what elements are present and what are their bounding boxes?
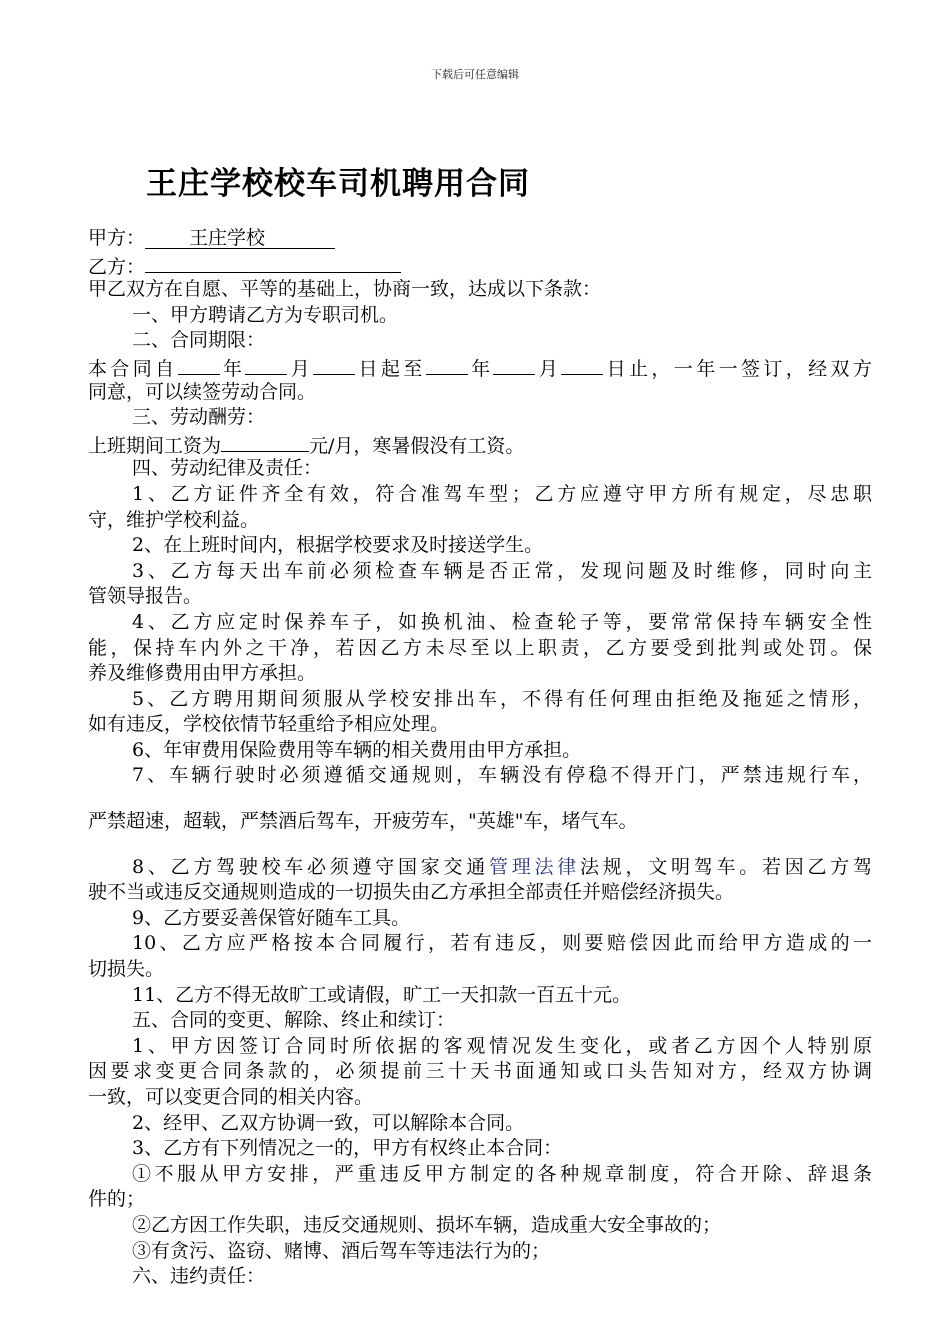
s4-item-3-cont: 管领导报告。: [88, 585, 203, 608]
s4-item-1: 1、乙方证件齐全有效，符合准驾车型；乙方应遵守甲方所有规定，尽忠职: [132, 482, 872, 505]
party-a-field: [145, 229, 335, 249]
law-link[interactable]: 管理法律: [489, 855, 581, 878]
start-day-blank: [313, 354, 355, 375]
s4-item-7: 7、车辆行驶时必须遵循交通规则，车辆没有停稳不得开门，严禁违规行车，: [132, 764, 872, 787]
s5-item-3: 3、乙方有下列情况之一的，甲方有权终止本合同：: [132, 1137, 563, 1160]
s4-item-3: 3、乙方每天出车前必须检查车辆是否正常，发现问题及时维修，同时向主: [132, 559, 872, 582]
party-a-line: [88, 226, 872, 252]
contract-title: 王庄学校校车司机聘用合同: [146, 166, 530, 202]
header-note: 下载后可任意编辑: [431, 68, 519, 81]
term-line: 本合同自 年 月 日起至 年 月 日止，一年一签订，经双方: [88, 354, 872, 380]
start-month-blank: [245, 354, 287, 375]
end-year-blank: [426, 354, 468, 375]
s4-item-10-cont: 切损失。: [88, 958, 165, 981]
s5-item-1-cont: 因要求变更合同条款的，必须提前三十天书面通知或口头告知对方，经双方协调: [88, 1060, 872, 1083]
s5-item-2: 2、经甲、乙双方协调一致，可以解除本合同。: [132, 1111, 525, 1134]
start-year-blank: [178, 354, 220, 375]
s5-item-1-cont2: 一致，可以变更合同的相关内容。: [88, 1086, 374, 1108]
s4-item-1-cont: 守，维护学校利益。: [88, 508, 260, 531]
term-line-2: 同意，可以续签劳动合同。: [88, 380, 317, 403]
party-a-label: 甲方：: [88, 227, 146, 249]
s5-clause-1: ①不服从甲方安排，严重违反甲方制定的各种规章制度，符合开除、辞退条: [132, 1162, 872, 1185]
section-4-heading: 四、劳动纪律及责任：: [132, 457, 323, 480]
s4-item-9: 9、乙方要妥善保管好随车工具。: [132, 906, 411, 929]
section-6-heading: 六、违约责任：: [132, 1265, 266, 1288]
s4-item-4-cont2: 养及维修费用由甲方承担。: [88, 662, 317, 685]
s4-item-4-cont: 能，保持车内外之干净，若因乙方未尽至以上职责，乙方要受到批判或处罚。保: [88, 636, 872, 659]
party-b-line: [88, 252, 872, 278]
section-1: 一、甲方聘请乙方为专职司机。: [132, 303, 399, 326]
s4-item-7-cont: 严禁超速，超载，严禁酒后驾车，开疲劳车，"英雄"车，堵气车。: [88, 810, 638, 833]
s4-item-5-cont: 如有违反，学校依情节轻重给予相应处理。: [88, 713, 450, 736]
section-2-heading: 二、合同期限：: [132, 329, 266, 352]
s4-item-11: 11、乙方不得无故旷工或请假，旷工一天扣款一百五十元。: [132, 983, 632, 1006]
end-day-blank: [561, 354, 603, 375]
s4-item-8-cont: 驶不当或违反交通规则造成的一切损失由乙方承担全部责任并赔偿经济损失。: [88, 881, 735, 904]
section-3-heading: 三、劳动酬劳：: [132, 406, 266, 429]
party-b-field: [145, 252, 401, 273]
salary-line: 上班期间工资为 元/月，寒暑假没有工资。: [88, 431, 872, 457]
s4-item-5: 5、乙方聘用期间须服从学校安排出车，不得有任何理由拒绝及拖延之情形，: [132, 687, 872, 710]
s4-item-4: 4、乙方应定时保养车子，如换机油、检查轮子等，要常常保持车辆安全性: [132, 610, 872, 633]
end-month-blank: [493, 354, 535, 375]
s4-item-8: 8、乙方驾驶校车必须遵守国家交通管理法律法规，文明驾车。若因乙方驾: [132, 855, 872, 878]
s4-item-2: 2、在上班时间内，根据学校要求及时接送学生。: [132, 534, 544, 557]
salary-blank: [221, 431, 309, 452]
s5-clause-1-cont: 件的；: [88, 1188, 146, 1211]
section-5-heading: 五、合同的变更、解除、终止和续订：: [132, 1009, 456, 1032]
party-a-value: 王庄学校: [189, 227, 266, 249]
intro-line: 甲乙双方在自愿、平等的基础上，协商一致，达成以下条款：: [88, 278, 602, 301]
s5-item-1: 1、甲方因签订合同时所依据的客观情况发生变化，或者乙方因个人特别原: [132, 1034, 872, 1057]
s5-clause-2: ②乙方因工作失职，违反交通规则、损坏车辆，造成重大安全事故的；: [132, 1213, 722, 1236]
contract-body: [88, 226, 872, 1290]
s5-clause-3: ③有贪污、盗窃、赌博、酒后驾车等违法行为的；: [132, 1239, 551, 1262]
party-b-label: 乙方：: [88, 255, 146, 278]
s4-item-10: 10、乙方应严格按本合同履行，若有违反，则要赔偿因此而给甲方造成的一: [132, 932, 872, 955]
s4-item-6: 6、年审费用保险费用等车辆的相关费用由甲方承担。: [132, 738, 582, 761]
